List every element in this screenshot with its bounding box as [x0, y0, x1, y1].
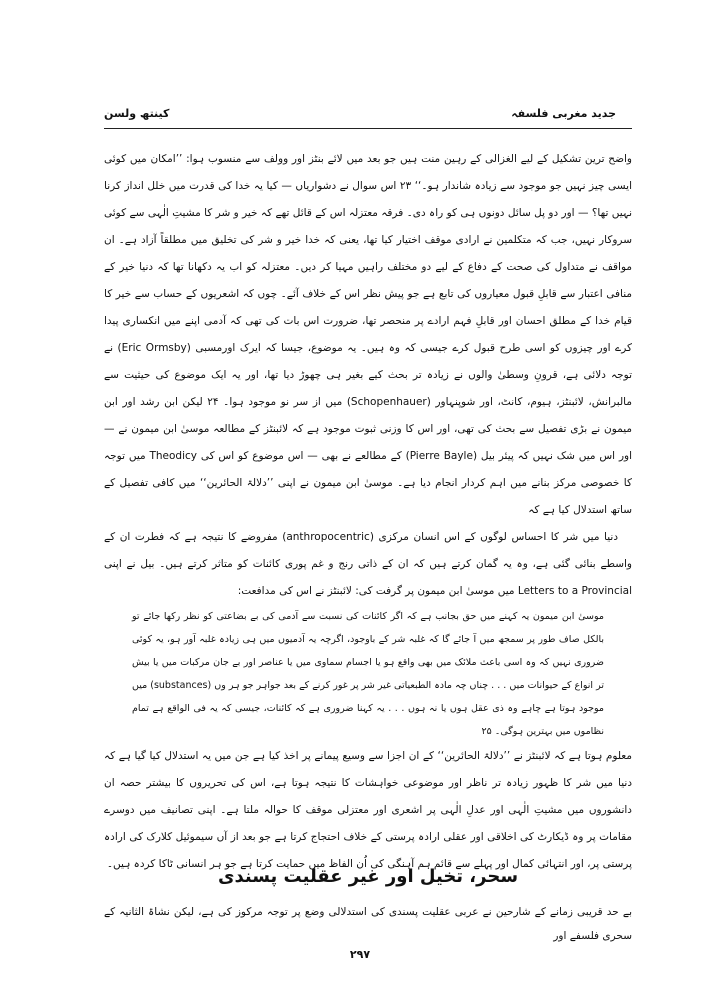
- paragraph-1: واضح ترین تشکیل کے لیے الغزالی کے رہین منت ہیں جو بعد میں لائے بنٹز اور وولف سے منسوب ہوا: ’’امکان میں کوئی ایسی چیز نہیں جو موجود سے زیادہ شاندار ہو۔‘‘ ۲۳ اس سوال نے دشواریاں — کیا یہ خدا کی قدرت میں خلل انداز کرنا نہیں تھا؟ — اور دو پل سائل دونوں ہی کو راہ دی۔ فرقہ معتزلہ اس کے قائل تھے کہ خیر و شر کا مشیتِ الٰہی سے کوئی سروکار نہیں، جب کہ متکلمین نے ارادی موقف اختیار کیا تھا، یعنی کہ خدا خیر و شر کی تخلیق میں مطلقاً آزاد ہے۔ ان مواقف نے متداول کی صحت کے دفاع کے لیے دو مختلف راہیں مہیا کر دیں۔ معتزلہ کو اب یہ دکھانا تھا کہ دنیا خیر کے منافی اعتبار سے قابلِ قبول معیاروں کی تابع ہے جو پیش نظر اس کے خلاف آئے۔ چوں کہ اشعریوں کے حساب سے خیر کا قیام خدا کے مطلق احسان اور قابلِ فہم ارادے پر منحصر تھا، ضرورت اس بات کی تھی کہ آدمی اپنے میں انکساری پیدا کرے اور چیزوں کو اسی طرح قبول کرے جیسی کہ وہ ہیں۔ یہ موضوع، جیسا کہ ایرک اورمسبی (Eric Ormsby) نے توجہ دلائی ہے، قرونِ وسطیٰ والوں نے زیادہ تر بحث کیے بغیر ہی چھوڑ دیا تھا، اور یہ ایک موضوع کی حیثیت سے مالبرانش، لائبنٹز، ہیوم، کانٹ، اور شوپنہاور (Schopenhauer) میں از سر نو موجود ہوا۔ ۲۴ لیکن ابن رشد اور ابن میمون نے بڑی تفصیل سے بحث کی تھی، اور اس کا وزنی ثبوت موجود ہے کہ لائبنٹز کے مطالعہ موسیٰ ابن میمون نے — اور اس میں شک نہیں کہ پیئر بیل (Pierre Bayle) کے مطالعے نے بھی — اس موضوع کو اس کی Theodicy میں توجہ کا خصوصی مرکز بنانے میں اہم کردار انجام دیا ہے۔ موسیٰ ابن میمون نے اپنی ’’دلالۃ الحائرین‘‘ میں کافی تفصیل کے ساتھ استدلال کیا ہے کہ: [104, 153, 632, 516]
- page-number: ۲۹۷: [349, 948, 371, 961]
- block-quote: موسیٰ ابن میمون یہ کہنے میں حق بجانب ہے کہ اگر کائنات کی نسبت سے آدمی کی بے بضاعتی کو نظر رکھا جائے تو بالکل صاف طور پر سمجھ میں آ جائے گا کہ غلبہ شر کے باوجود، اگرچہ یہ آدمیوں میں ہی زیادہ غلبہ آور ہو، یہ کوئی ضروری نہیں کہ وہ اسی باعث ملائک میں بھی واقع ہو یا اجسام سماوی میں یا عناصر اور بے جان مرکبات میں یا بیش تر انواع کے حیوانات میں . . . چناں چہ مادہ الطبعیاتی غیر شر پر غور کرنے کے بعد جواہر جو ہر وں (substances) میں موجود ہوتا ہے چاہے وہ ذی عقل ہوں یا نہ ہوں . . . یہ کہنا ضروری ہے کہ کائنات، جیسی کہ یہ فی الواقع ہے تمام نظاموں میں بہترین ہوگی۔ ۲۵: [132, 611, 604, 737]
- paragraph-3: معلوم ہوتا ہے کہ لائبنٹز نے ’’دلالۃ الحائرین‘‘ کے ان اجزا سے وسیع پیمانے پر اخذ کیا ہے جن میں یہ استدلال کیا گیا ہے کہ دنیا میں شر کا ظہور زیادہ تر ناظر اور موضوعی خواہشات کا نتیجہ ہوتا ہے، اس کی تحریروں کا بیشتر حصہ ان دانشوروں میں مشیتِ الٰہی اور عدلِ الٰہی پر اشعری اور معتزلی موقف کا حوالہ ملتا ہے۔ اپنی تصانیف میں دوسرے مقامات پر وہ ڈیکارٹ کی اخلاقی اور عقلی ارادہ پرستی کے خلاف احتجاج کرتا ہے جو بعد از آں سیموئیل کلارک کی ارادہ پرستی پر، اور انتہائی کمال اور پہلے سے قائم ہم آہنگی کی اُن الفاظ میں حمایت کرتا ہے جو ہر انسانی ٹاکا کردہ ہیں۔: [104, 750, 632, 870]
- running-header-title: جدید مغربی فلسفہ: [511, 107, 616, 120]
- paragraph-4: بے حد قریبی زمانے کے شارحین نے عربی عقلیت پسندی کی استدلالی وضع پر توجہ مرکوز کی ہے، لیکن نشاۃ الثانیہ کے سحری فلسفے اور: [104, 906, 632, 942]
- section-heading: سحر، تخیل اور غیر عقلیت پسندی: [217, 866, 519, 887]
- running-header-author: کینتھ ولسن: [104, 107, 170, 120]
- header-rule: [104, 128, 632, 129]
- paragraph-2: دنیا میں شر کا احساس لوگوں کے اس انسان مرکزی (anthropocentric) مفروضے کا نتیجہ ہے کہ فطرت ان کے واسطے بنائی گئی ہے، وہ یہ گمان کرتے ہیں کہ ان کے ذاتی رنج و غم پوری کائنات کو متاثر کرتے ہیں۔ بیل نے اپنی Letters to a Provincial میں موسیٰ ابن میمون پر گرفت کی: لائبنٹز نے اس کی مدافعت:: [104, 531, 632, 597]
- main-text: [104, 146, 632, 878]
